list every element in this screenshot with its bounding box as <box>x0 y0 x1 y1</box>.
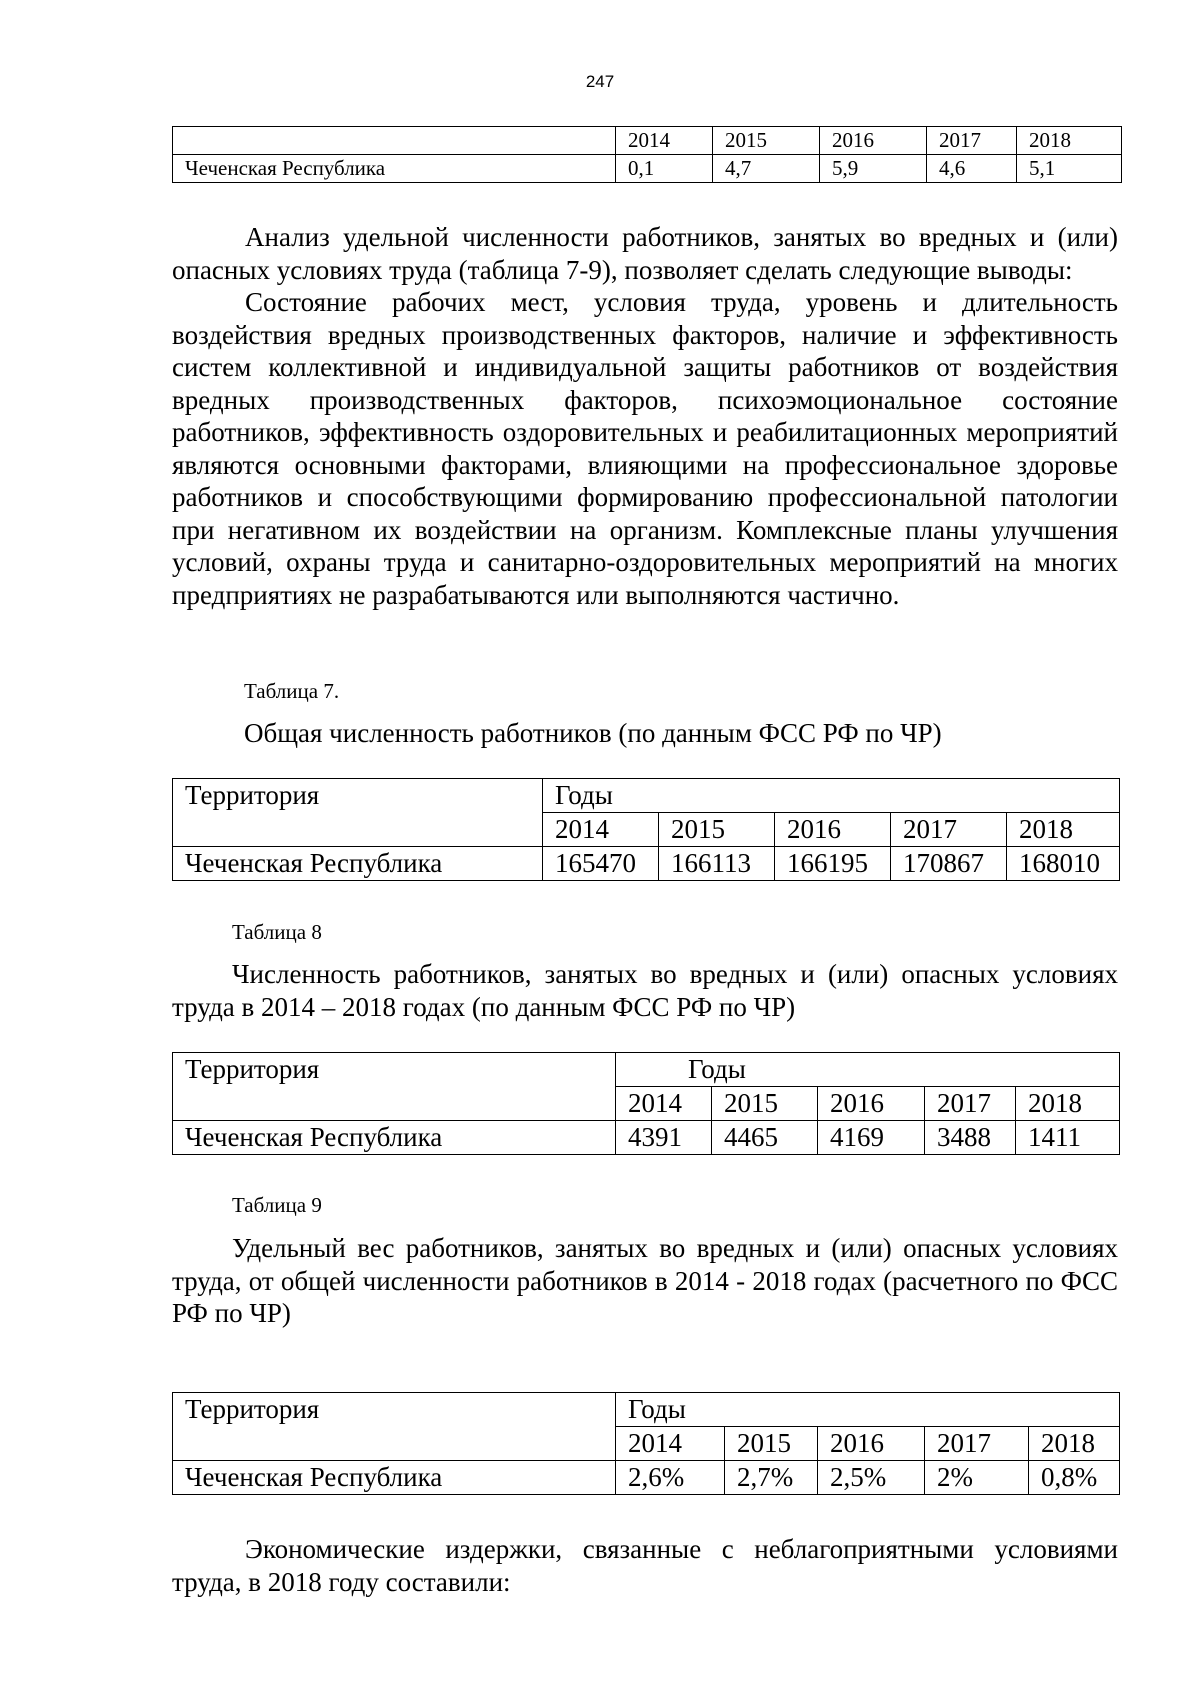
value-cell: 4465 <box>712 1121 818 1155</box>
value-cell: 5,1 <box>1017 155 1122 183</box>
year-cell: 2017 <box>925 1427 1029 1461</box>
years-header: Годы <box>616 1393 1120 1427</box>
page-number: 247 <box>585 72 615 91</box>
territory-cell: Чеченская Республика <box>173 155 616 183</box>
territory-cell: Чеченская Республика <box>173 1461 616 1495</box>
years-header: Годы <box>543 779 1120 813</box>
year-cell: 2014 <box>616 1427 725 1461</box>
year-cell: 2015 <box>712 1087 818 1121</box>
table-8-caption: Таблица 8 <box>232 920 322 944</box>
year-cell: 2014 <box>616 1087 712 1121</box>
value-cell: 0,1 <box>616 155 713 183</box>
table-8 <box>172 1052 1120 1155</box>
territory-cell: Чеченская Республика <box>173 1121 616 1155</box>
year-cell: 2015 <box>725 1427 818 1461</box>
value-cell: 3488 <box>925 1121 1016 1155</box>
value-cell: 170867 <box>891 847 1007 881</box>
table-header-row <box>173 1393 1120 1427</box>
table-9 <box>172 1392 1120 1495</box>
table-header-row <box>173 1053 1120 1087</box>
year-cell: 2018 <box>1029 1427 1120 1461</box>
year-cell: 2016 <box>818 1087 925 1121</box>
value-cell: 166195 <box>775 847 891 881</box>
year-cell: 2014 <box>543 813 659 847</box>
year-cell: 2017 <box>925 1087 1016 1121</box>
table-7 <box>172 778 1120 881</box>
paragraph-analysis: Анализ удельной численности работников, занятых во вредных и (или) опасных условиях труда (таблица 7-9), позволяет сделать следующие выводы: <box>172 222 1118 285</box>
year-cell: 2018 <box>1007 813 1120 847</box>
value-cell: 4391 <box>616 1121 712 1155</box>
value-cell: 168010 <box>1007 847 1120 881</box>
paragraph-conclusions: Состояние рабочих мест, условия труда, уровень и длительность воздействия вредных производственных факторов, наличие и эффективность систем коллективной и индивидуальной защиты работников от воздействия вредных производственных факторов, психоэмоциональное состояние работников, эффективность оздоровительных и реабилитационных мероприятий являются основными факторами, влияющими на профессиональное здоровье работников и способствующими формированию профессиональной патологии при негативном их воздействии на организм. Комплексные планы улучшения условий, охраны труда и санитарно-оздоровительных мероприятий на многих предприятиях не разрабатываются или выполняются частично. <box>172 287 1118 610</box>
table-header-row <box>173 779 1120 813</box>
table-header-row <box>173 127 1122 155</box>
value-cell: 2,5% <box>818 1461 925 1495</box>
value-cell: 1411 <box>1016 1121 1120 1155</box>
value-cell: 0,8% <box>1029 1461 1120 1495</box>
value-cell: 2,7% <box>725 1461 818 1495</box>
year-cell: 2017 <box>927 127 1017 155</box>
table-row <box>173 155 1122 183</box>
paragraph-economic-costs: Экономические издержки, связанные с неблагоприятными условиями труда, в 2018 году составили: <box>172 1534 1118 1597</box>
value-cell: 4169 <box>818 1121 925 1155</box>
territory-cell: Чеченская Республика <box>173 847 543 881</box>
year-cell: 2015 <box>659 813 775 847</box>
value-cell: 4,7 <box>713 155 820 183</box>
table-row <box>173 847 1120 881</box>
value-cell: 166113 <box>659 847 775 881</box>
territory-header: Территория <box>173 1053 616 1121</box>
year-cell: 2018 <box>1016 1087 1120 1121</box>
year-cell: 2016 <box>820 127 927 155</box>
table-row <box>173 1121 1120 1155</box>
year-cell: 2015 <box>713 127 820 155</box>
year-cell: 2017 <box>891 813 1007 847</box>
table-row <box>173 1461 1120 1495</box>
year-cell: 2016 <box>775 813 891 847</box>
year-cell: 2014 <box>616 127 713 155</box>
value-cell: 2,6% <box>616 1461 725 1495</box>
table-continuation <box>172 126 1122 183</box>
table-9-title: Удельный вес работников, занятых во вредных и (или) опасных условиях труда, от общей численности работников в 2014 - 2018 годах (расчетного по ФСС РФ по ЧР) <box>172 1233 1118 1328</box>
territory-header: Территория <box>173 1393 616 1461</box>
table-9-caption: Таблица 9 <box>232 1193 322 1217</box>
years-header: Годы <box>616 1053 1120 1087</box>
value-cell: 2% <box>925 1461 1029 1495</box>
year-cell: 2016 <box>818 1427 925 1461</box>
year-cell: 2018 <box>1017 127 1122 155</box>
table-7-title: Общая численность работников (по данным ФСС РФ по ЧР) <box>244 718 942 748</box>
value-cell: 165470 <box>543 847 659 881</box>
territory-header: Территория <box>173 779 543 847</box>
value-cell: 5,9 <box>820 155 927 183</box>
territory-header-cell <box>173 127 616 155</box>
value-cell: 4,6 <box>927 155 1017 183</box>
table-8-title: Численность работников, занятых во вредных и (или) опасных условиях труда в 2014 – 2018 годах (по данным ФСС РФ по ЧР) <box>172 959 1118 1022</box>
table-7-caption: Таблица 7. <box>244 679 340 703</box>
